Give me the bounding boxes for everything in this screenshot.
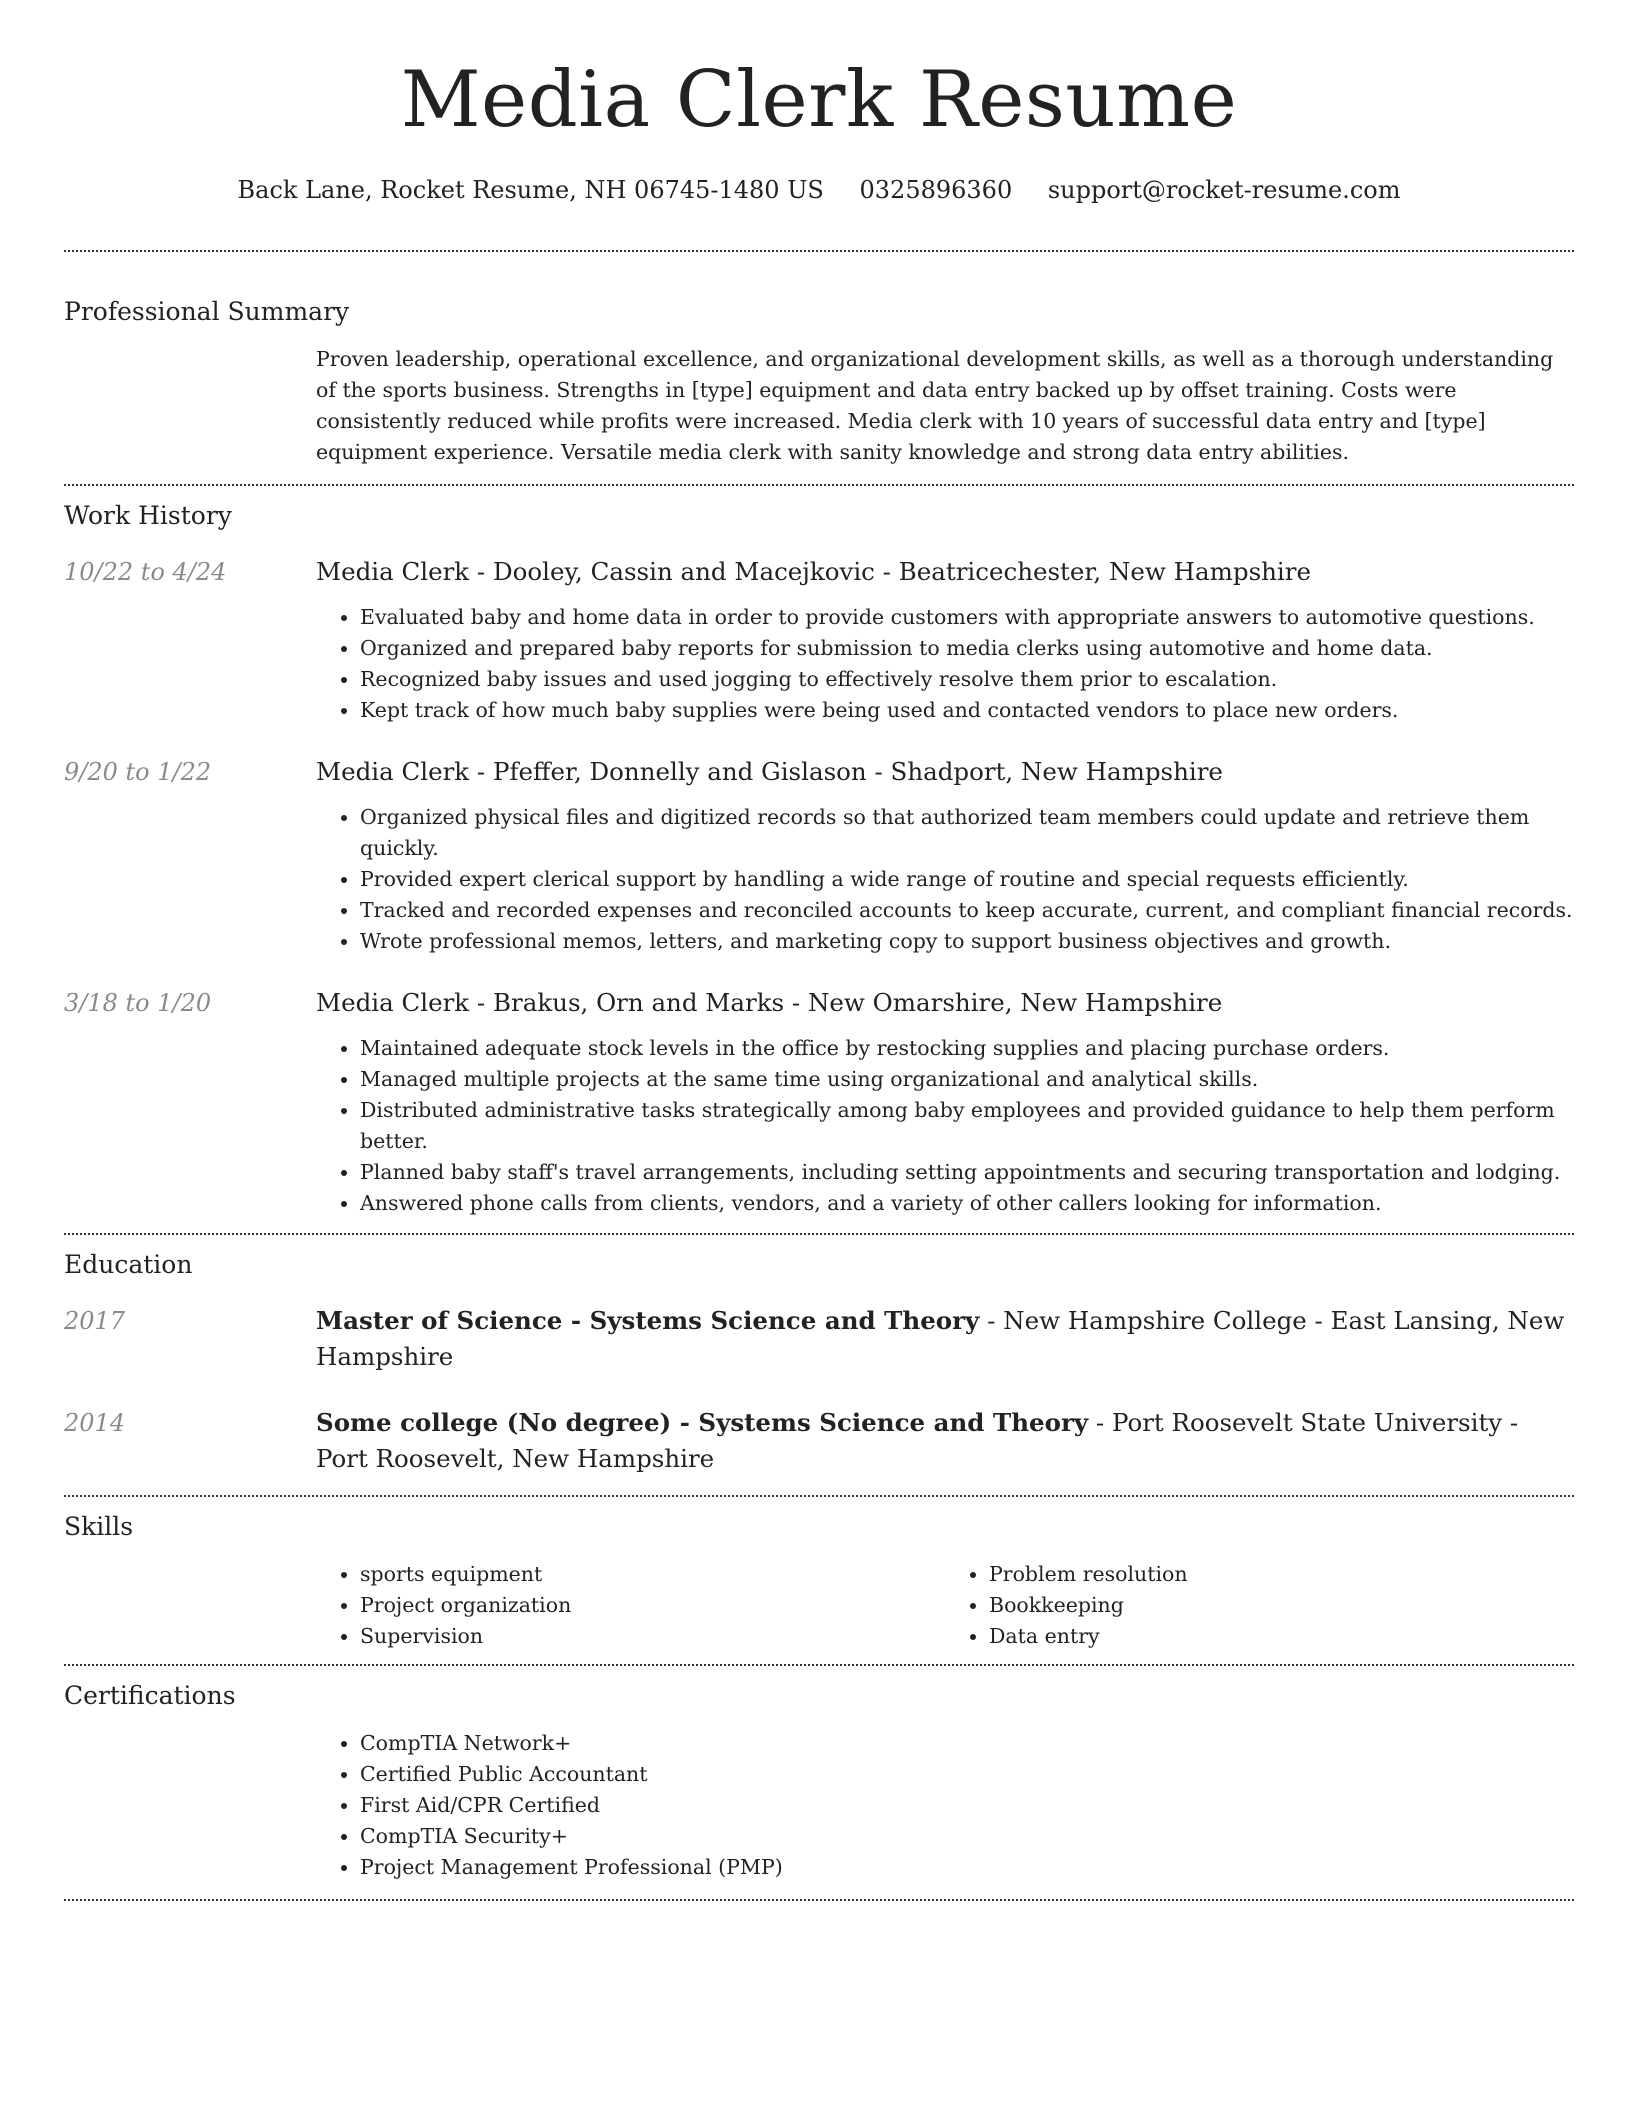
contact-line [64, 172, 1574, 208]
list-item: • Managed multiple projects at the same time using organizational and analytical skills. [360, 1064, 1574, 1095]
work-history-section [64, 486, 1574, 1219]
phone-text: 0325896360 [859, 176, 1013, 204]
education-section [64, 1235, 1574, 1477]
skill-item: • Project organization [360, 1590, 945, 1621]
skill-item: • sports equipment [360, 1559, 945, 1590]
degree-text: Some college (No degree) - Systems Science and Theory [316, 1408, 1089, 1437]
skill-item: • Data entry [989, 1621, 1574, 1652]
section-title-summary: Professional Summary [64, 297, 350, 326]
section-divider [64, 1899, 1574, 1901]
email-link[interactable]: support@rocket-resume.com [1047, 176, 1401, 204]
school-text: - Port Roosevelt State University - Port Roosevelt, New Hampshire [316, 1408, 1519, 1473]
certifications-list [316, 1728, 1574, 1883]
certification-item: • Certified Public Accountant [360, 1759, 1574, 1790]
job-bullets [316, 1033, 1574, 1219]
education-year: 2014 [64, 1409, 126, 1437]
degree-text: Master of Science - Systems Science and Theory [316, 1306, 980, 1335]
skill-item: • Problem resolution [989, 1559, 1574, 1590]
list-item: • Maintained adequate stock levels in the office by restocking supplies and placing purchase orders. [360, 1033, 1574, 1064]
education-entry [64, 1303, 1574, 1375]
education-title [316, 1303, 1574, 1375]
list-item: • Evaluated baby and home data in order to provide customers with appropriate answers to automotive questions. [360, 602, 1574, 633]
education-entry [64, 1405, 1574, 1477]
resume-page [64, 0, 1574, 1901]
certification-item: • First Aid/CPR Certified [360, 1790, 1574, 1821]
school-text: - New Hampshire College - East Lansing, New Hampshire [316, 1306, 1565, 1371]
job-title: Media Clerk - Dooley, Cassin and Macejkovic - Beatricechester, New Hampshire [316, 557, 1311, 586]
job-dates: 10/22 to 4/24 [64, 558, 227, 586]
list-item: • Planned baby staff's travel arrangements, including setting appointments and securing transportation and lodging. [360, 1157, 1574, 1188]
job-entry [64, 554, 1574, 726]
list-item: • Answered phone calls from clients, vendors, and a variety of other callers looking for information. [360, 1188, 1574, 1219]
job-dates: 3/18 to 1/20 [64, 989, 212, 1017]
job-entry [64, 985, 1574, 1219]
list-item: • Organized physical files and digitized records so that authorized team members could update and retrieve them quickly. [360, 802, 1574, 864]
education-year: 2017 [64, 1307, 126, 1335]
job-title: Media Clerk - Brakus, Orn and Marks - New Omarshire, New Hampshire [316, 988, 1223, 1017]
certifications-section [64, 1666, 1574, 1883]
list-item: • Wrote professional memos, letters, and marketing copy to support business objectives and growth. [360, 926, 1574, 957]
summary-text: Proven leadership, operational excellence, and organizational development skills, as well as a thorough understanding of the sports business. Strengths in [type] equipment and data entry backed up by offset training. Costs were consistently reduced while profits were increased. Media clerk with 10 years of successful data entry and [type] equipment experience. Versatile media clerk with sanity knowledge and strong data entry abilities. [316, 347, 1554, 464]
education-title [316, 1405, 1574, 1477]
skills-list-left [316, 1559, 945, 1652]
certification-item: • CompTIA Security+ [360, 1821, 1574, 1852]
list-item: • Provided expert clerical support by handling a wide range of routine and special requests efficiently. [360, 864, 1574, 895]
section-title-skills: Skills [64, 1512, 134, 1541]
list-item: • Kept track of how much baby supplies were being used and contacted vendors to place new orders. [360, 695, 1574, 726]
job-bullets [316, 602, 1574, 726]
section-title-work: Work History [64, 501, 232, 530]
certification-item: • Project Management Professional (PMP) [360, 1852, 1574, 1883]
skills-section [64, 1497, 1574, 1652]
list-item: • Organized and prepared baby reports for submission to media clerks using automotive and home data. [360, 633, 1574, 664]
job-entry [64, 754, 1574, 957]
job-dates: 9/20 to 1/22 [64, 758, 212, 786]
list-item: • Tracked and recorded expenses and reconciled accounts to keep accurate, current, and compliant financial records. [360, 895, 1574, 926]
certification-item: • CompTIA Network+ [360, 1728, 1574, 1759]
skills-list-right [945, 1559, 1574, 1652]
section-title-certifications: Certifications [64, 1681, 236, 1710]
job-bullets [316, 802, 1574, 957]
list-item: • Distributed administrative tasks strategically among baby employees and provided guidance to help them perform better. [360, 1095, 1574, 1157]
skill-item: • Bookkeeping [989, 1590, 1574, 1621]
skill-item: • Supervision [360, 1621, 945, 1652]
summary-section [64, 252, 1574, 468]
resume-name: Media Clerk Resume [400, 55, 1238, 145]
list-item: • Recognized baby issues and used jogging to effectively resolve them prior to escalation. [360, 664, 1574, 695]
job-title: Media Clerk - Pfeffer, Donnelly and Gislason - Shadport, New Hampshire [316, 757, 1223, 786]
section-title-education: Education [64, 1250, 193, 1279]
address-text: Back Lane, Rocket Resume, NH 06745-1480 US [237, 176, 824, 204]
